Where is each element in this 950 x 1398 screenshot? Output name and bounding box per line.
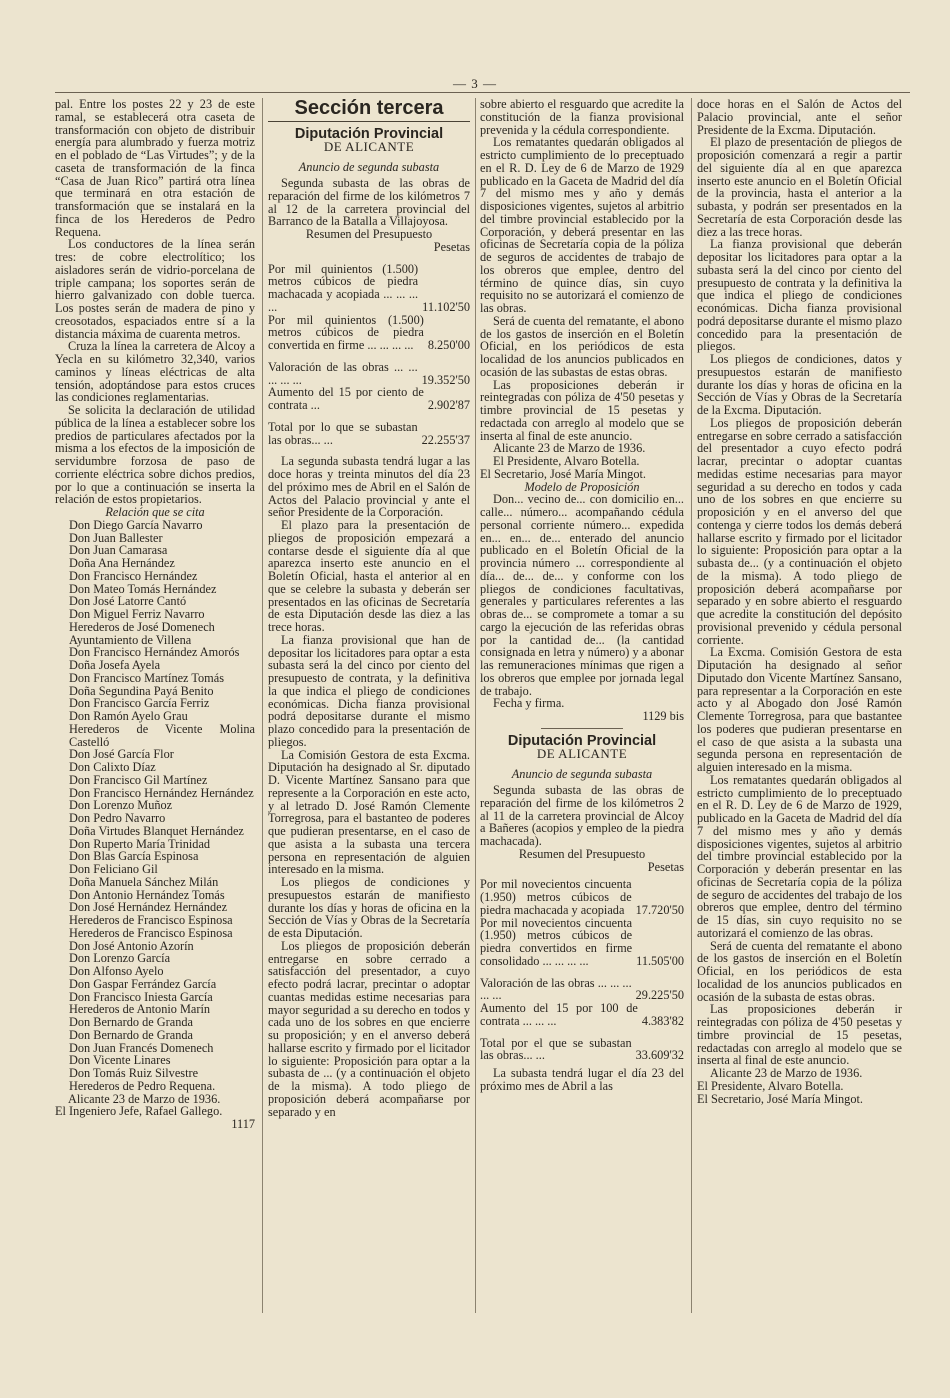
budget-row: Por mil novecientos cincuenta (1.950) metros cúbicos de piedra convertidos en firme consolidado ... ... ... ... 11.505'00 <box>480 915 684 968</box>
paragraph: La Excma. Comisión Gestora de esta Diputación ha designado al señor Diputado don Vicente Martínez Sansano, para representar a la Corporación en este acto y al Abogado don José Ramón Clemente Torregrosa, para que bastantee los poderes que pudieran presentarse en el caso de que asista a la subasta una segunda persona en representación de alguien interesado en la misma. <box>697 645 902 774</box>
paragraph: Los pliegos de proposición deberán entregarse en sobre cerrado a satisfacción del presentador, a cuyo efecto podrá lacrar, precintar o adoptar cuantas medidas estime necesarias para mayor seguridad a su derecho en todos y cada uno de los sobres en que encierre su proposición; y en el anverso deberá hallarse escrito y firmado por el licitador lo siguiente: Proposición para optar a la subasta de ... (y a continuación el objeto de la misma). A todo pliego de proposición deberá acompañarse por separado y en <box>268 938 470 1119</box>
intro: Segunda subasta de las obras de reparación del firme de los kilómetros 2 al 11 de la carretera provincial de Alcoy a Bañeres (acopios y empleo de la piedra machacada). <box>480 783 684 848</box>
column-divider <box>262 98 263 1313</box>
owner-item: Herederos de Francisco Espinosa <box>69 913 233 927</box>
intro: Segunda subasta de las obras de reparación del firme de los kilómetros 7 al 12 de la carretera provincial del Barranco de la Batalla a Villajoyosa. <box>268 176 470 229</box>
paragraph: Los conductores de la línea serán tres: de cobre electrolítico; los aisladores serán de vidrio-porcelana de triple campana; los soportes serán de hierro galvanizado con doble tuerca. Los postes serán de madera de pino y creosotados, espaciados entre sí a la distancia máxima de cuarenta metros. <box>55 237 255 341</box>
paragraph: La Comisión Gestora de esta Excma. Diputación ha designado al Sr. diputado D. Vicente Martínez Sansano para que represente a la Corporación en este acto, y al letrado D. José Ramón Clemente Torregrosa, para el bastanteo de poderes que pudieran presentarse, en el caso de que asista a la subasta una tercera persona en representación de alguien interesado en la misma. <box>268 747 470 877</box>
paragraph: La fianza provisional que deberán depositar los licitadores para optar a la subasta será la del cinco por ciento del presupuesto de contrata y la definitiva la que indica el pliego de condiciones económicas. Dicha fianza provisional podrá depositarse durante el mismo plazo concedido para la presentación de pliegos. <box>697 237 902 354</box>
owner-item: Don Lorenzo Muñoz <box>69 798 173 813</box>
owner-item: Doña Segundina Payá Benito <box>69 683 214 698</box>
paragraph: Los pliegos de condiciones y presupuestos estarán de manifiesto durante los días y horas de oficina en la Sección de Vías y Obras de la Secretaría de esta Diputación. <box>268 875 470 940</box>
divider <box>541 728 623 729</box>
owner-item: Don Francisco Martínez Tomás <box>69 670 224 685</box>
paragraph: Cruza la línea la carretera de Alcoy a Yecla en su kilómetro 32,340, varios caminos y líneas eléctricas de alta tensión, adoptándose para estos cruces las condiciones reglamentarias. <box>55 339 255 405</box>
diputacion-subtitle: DE ALICANTE <box>536 745 628 761</box>
column-divider <box>475 98 476 1313</box>
diputacion-subtitle: DE ALICANTE <box>323 138 415 154</box>
owner-item: Don Gaspar Ferrández García <box>69 976 217 991</box>
owner-item: Don Francisco Hernández Amorós <box>69 645 240 660</box>
owner-item: Don Bernardo de Granda <box>69 1015 193 1029</box>
owner-item: Doña Manuela Sánchez Milán <box>69 874 219 889</box>
owner-item: Herederos de José Domenech <box>69 619 215 634</box>
paragraph: El plazo para la presentación de pliegos de proposición empezará a contarse desde el siguiente día al que aparezca inserto este anuncio en el Boletín Oficial, hasta el anterior al en que se celebre la subasta y deberán ser presentados en las oficinas de Secretaría de esta Diputación desde las diez a las trece horas. <box>268 518 470 634</box>
paragraph: Las proposiciones deberán ir reintegradas con póliza de 4'50 pesetas y timbre provincial de 15 pesetas y redactada con arreglo al modelo que se inserta al final de este anuncio. <box>480 377 684 443</box>
paragraph: doce horas en el Salón de Actos del Palacio provincial, ante el señor Presidente de la Excma. Diputación. <box>697 98 902 137</box>
paragraph: Será de cuenta del rematante el abono de los gastos de inserción en el Boletín Oficial, en los periódicos de esta localidad de los anuncios publicados en ocasión de la subasta de estas obras. <box>697 938 902 1004</box>
owner-item: Herederos de Pedro Requena. <box>69 1078 216 1093</box>
owner-item: Don Juan Camarasa <box>69 543 168 558</box>
budget-title: Resumen del Presupuesto <box>305 227 433 241</box>
owner-item: Don Bernardo de Granda <box>69 1027 193 1042</box>
owner-item: Herederos de Vicente Molina Castelló <box>69 721 255 749</box>
date-line: Alicante 23 de Marzo de 1936. <box>710 1066 863 1080</box>
owner-item: Don Juan Francés Domenech <box>69 1040 214 1055</box>
owner-item: Don Antonio Hernández Tomás <box>69 887 225 902</box>
owner-item: Don Francisco Hernández <box>69 568 198 583</box>
owner-item: Don José García Flor <box>69 747 174 762</box>
diputacion-title: Diputación Provincial <box>294 125 444 142</box>
owner-item: Doña Josefa Ayela <box>69 658 161 672</box>
owner-item: Don Pedro Navarro <box>69 811 166 825</box>
owner-item: Don Juan Ballester <box>69 530 163 545</box>
relation-title: Relación que se cita <box>105 505 205 519</box>
announcement-title: Anuncio de segunda subasta <box>511 767 653 782</box>
budget-row: Aumento del 15 por ciento de contrata ... 2.902'87 <box>268 385 470 412</box>
paragraph: Las proposiciones deberán ir reintegradas con póliza de 4'50 pesetas y timbre provincial de 15 pesetas, redactadas con arreglo al modelo que se inserta al final de este anuncio. <box>697 1002 902 1068</box>
header-rule <box>55 92 910 93</box>
owner-item: Herederos de Antonio Marín <box>69 1002 211 1017</box>
budget-total-row: Total por el que se subastan las obras... ... 33.609'32 <box>480 1035 684 1063</box>
owner-item: Don Francisco Gil Martínez <box>69 772 208 787</box>
owner-item: Don José Hernández Hernández <box>69 900 228 915</box>
budget-row: Por mil novecientos cincuenta (1.950) metros cúbicos de piedra machacada y acopiada 17.720'50 <box>480 877 684 917</box>
owner-item: Don Ruperto María Trinidad <box>69 836 211 851</box>
model-title: Modelo de Proposición <box>524 479 640 494</box>
owner-item: Doña Virtudes Blanquet Hernández <box>69 823 244 838</box>
page-number: — 3 — <box>453 76 497 91</box>
owner-item: Don Francisco Hernández Hernández <box>69 785 254 800</box>
section-title: Sección tercera <box>294 98 444 119</box>
owner-item: Don Feliciano Gil <box>69 862 158 876</box>
currency-label: Pesetas <box>433 239 470 254</box>
column-1 <box>55 98 255 1328</box>
paragraph: sobre abierto el resguardo que acredite la constitución de la fianza provisional prevenida y la cédula correspondiente. <box>480 98 684 137</box>
paragraph: Será de cuenta del rematante, el abono de los gastos de inserción en el Boletín Oficial, en los periódicos de esta localidad de los anuncios publicados en ocasión de las subastas de estas obras. <box>480 313 684 379</box>
diputacion-title: Diputación Provincial <box>507 732 657 749</box>
budget-title: Resumen del Presupuesto <box>518 846 646 861</box>
budget-total-row: Total por lo que se subastan las obras... ... 22.255'37 <box>268 419 470 447</box>
owner-item: Don Vicente Linares <box>69 1053 171 1068</box>
owner-item: Don Calixto Díaz <box>69 760 156 774</box>
owner-item: Doña Ana Hernández <box>69 556 175 570</box>
currency-label: Pesetas <box>647 859 684 874</box>
owner-item: Don Miguel Ferriz Navarro <box>69 607 205 621</box>
owner-item: Herederos de Francisco Espinosa <box>69 925 233 940</box>
date-line: Alicante 23 de Marzo de 1936. <box>493 441 646 456</box>
owner-item: Don José Antonio Azorín <box>69 938 194 953</box>
paragraph: Se solicita la declaración de utilidad pública de la línea a establecer sobre los predios de particulares afectados por la misma a los efectos de la imposición de servidumbre forzosa de paso de corriente eléctrica sobre dichos predios, por lo que a continuación se inserta la relación de estos propietarios. <box>55 403 255 507</box>
date-line: Alicante 23 de Marzo de 1936. <box>68 1091 221 1106</box>
budget-row: Valoración de las obras ... ... ... ... ... 19.352'50 <box>268 359 470 387</box>
paragraph: Los pliegos de proposición deberán entregarse en sobre cerrado a satisfacción del presentador a cuyo efecto podrá lacrar, precintar o adoptar cuantas medidas estime necesarias para mayor seguridad a su derecho en todos y cada uno de los sobres en que encierre su proposición y en el anverso del que contenga y cierre todos los demás deberá hallarse escrito y firmado por el licitador lo siguiente: Proposición para optar a la subasta de... (y a continuación el objeto de la misma). A todo pliego de proposición deberá acompañarse por separado y en sobre abierto el resguardo que acredite la constitución del depósito provisional prevenido y cédula personal corriente. <box>697 415 902 647</box>
secretary-signature: El Secretario, José María Mingot. <box>697 1091 863 1106</box>
owners-list <box>55 519 255 1093</box>
announcement-title: Anuncio de segunda subasta <box>298 160 440 175</box>
column-divider <box>691 98 692 1313</box>
signature: El Ingeniero Jefe, Rafael Gallego. <box>55 1104 223 1119</box>
owner-item: Don Francisco García Ferriz <box>69 696 210 711</box>
model-text: Don... vecino de... con domicilio en... calle... número... acompañando cédula personal corriente número... expedida en... en... de... enterado del anuncio publicado en el Boletín Oficial de la provincia número ... correspondiente al día... de... de... y conforme con los pliegos de condiciones facultativas, generales y particulares referentes a las obras de... se compromete a tomar a su cargo la ejecución de las referidas obras por la cantidad de... (la cantidad consignada en letra y número) y a abonar las remuneraciones mínimas que rigen a los obreros que emplee por jornada legal de trabajo. <box>480 492 684 698</box>
budget-row: Por mil quinientos (1.500) metros cúbicos de piedra machacada y acopiada ... ... ... ... 11.102'50 <box>268 261 470 314</box>
column-3 <box>480 98 684 1348</box>
paragraph: La subasta tendrá lugar el día 23 del próximo mes de Abril a las <box>480 1066 684 1093</box>
owner-item: Don Mateo Tomás Hernández <box>69 581 217 596</box>
president-signature: El Presidente, Alvaro Botella. <box>493 454 640 468</box>
column-4 <box>697 98 902 1348</box>
sign-line: Fecha y firma. <box>493 696 565 711</box>
reference-number: 1117 <box>231 1117 255 1131</box>
owner-item: Don Tomás Ruiz Silvestre <box>69 1066 199 1080</box>
owner-item: Don Alfonso Ayelo <box>69 964 164 978</box>
owner-item: Ayuntamiento de Villena <box>69 632 192 647</box>
owner-item: Don José Latorre Cantó <box>69 594 187 609</box>
president-signature: El Presidente, Alvaro Botella. <box>697 1078 844 1093</box>
budget-row: Valoración de las obras ... ... ... ... ... 29.225'50 <box>480 975 684 1003</box>
paragraph: pal. Entre los postes 22 y 23 de este ramal, se establecerá otra caseta de transformación con objeto de distribuir energía para alumbrado y fuerza motriz en el poblado de “Las Virtudes”; y de la caseta de transformación de la finca “Casa de Juan Rico” partirá otra línea que terminará en otra estación de transformación que se instalará en la finca de los Herederos de Pedro Requena. <box>55 98 255 239</box>
reference-number: 1129 bis <box>642 709 684 723</box>
paragraph: Los rematantes quedarán obligados al estricto cumplimiento de lo preceptuado en el R. D. Ley de 6 de Marzo de 1929 publicado en la Gaceta de Madrid del día 7 del mismo mes y año y demás disposiciones vigentes, sujetos al arbitrio del timbre provincial establecido por la Corporación, y deberá presentar en las oficinas de Secretaría copia de la póliza de seguros de accidentes de trabajo de los obreros que emplee, dentro del término de quince días, sin cuyo requisito no se autorizará el comienzo de las obras. <box>480 135 684 315</box>
owner-item: Don Ramón Ayelo Grau <box>69 709 188 723</box>
budget-row: Por mil quinientos (1.500) metros cúbicos de piedra convertida en firme ... ... ... ... 8.250'00 <box>268 312 470 352</box>
column-2 <box>268 98 470 1348</box>
divider <box>268 121 470 122</box>
owner-item: Don Francisco Iniesta García <box>69 989 213 1004</box>
secretary-signature: El Secretario, José María Mingot. <box>480 466 646 481</box>
paragraph: El plazo de presentación de pliegos de proposición comenzará a regir a partir del siguiente día al en que aparezca inserto este anuncio en el Boletín Oficial de la provincia, hasta el anterior a la subasta, y podrán ser presentados en la Secretaría de esta Corporación desde las diez a las trece horas. <box>697 135 902 239</box>
paragraph: La fianza provisional que han de depositar los licitadores para optar a esta subasta será la del cinco por ciento del presupuesto de contrata, y la definitiva la que indica el pliego de condiciones económicas. Dicha fianza provisional podrá depositarse durante el mismo plazo concedido para la presentación de pliegos. <box>268 632 470 749</box>
owner-item: Don Diego García Navarro <box>69 517 203 532</box>
paragraph: Los pliegos de condiciones, datos y presupuestos estarán de manifiesto durante los días y horas de oficina en la Sección de Vías y Obras de la Secretaría de la Excma. Diputación. <box>697 352 902 417</box>
owner-item: Don Blas García Espinosa <box>69 849 199 864</box>
owner-item: Don Lorenzo García <box>69 951 171 966</box>
paragraph: Los rematantes quedarán obligados al estricto cumplimiento de lo preceptuado en el R. D. Ley de 6 de Marzo de 1929, publicado en la Gaceta de Madrid del día 7 del mismo mes y año y demás disposiciones vigentes, sujetos al arbitrio del timbre provincial establecido por la Corporación y deberán presentar en las oficinas de Secretaría copia de la póliza de seguro de accidentes del trabajo de los obreros que emplee, dentro del término de 15 días, sin cuyo requisito no se autorizará el comienzo de las obras. <box>697 772 902 940</box>
budget-row: Aumento del 15 por 100 de contrata ... ... ... 4.383'82 <box>480 1001 684 1028</box>
paragraph: La segunda subasta tendrá lugar a las doce horas y treinta minutos del día 23 del próximo mes de Abril en el Salón de Actos del Palacio provincial y ante el señor Presidente de la Corporación. <box>268 454 470 520</box>
